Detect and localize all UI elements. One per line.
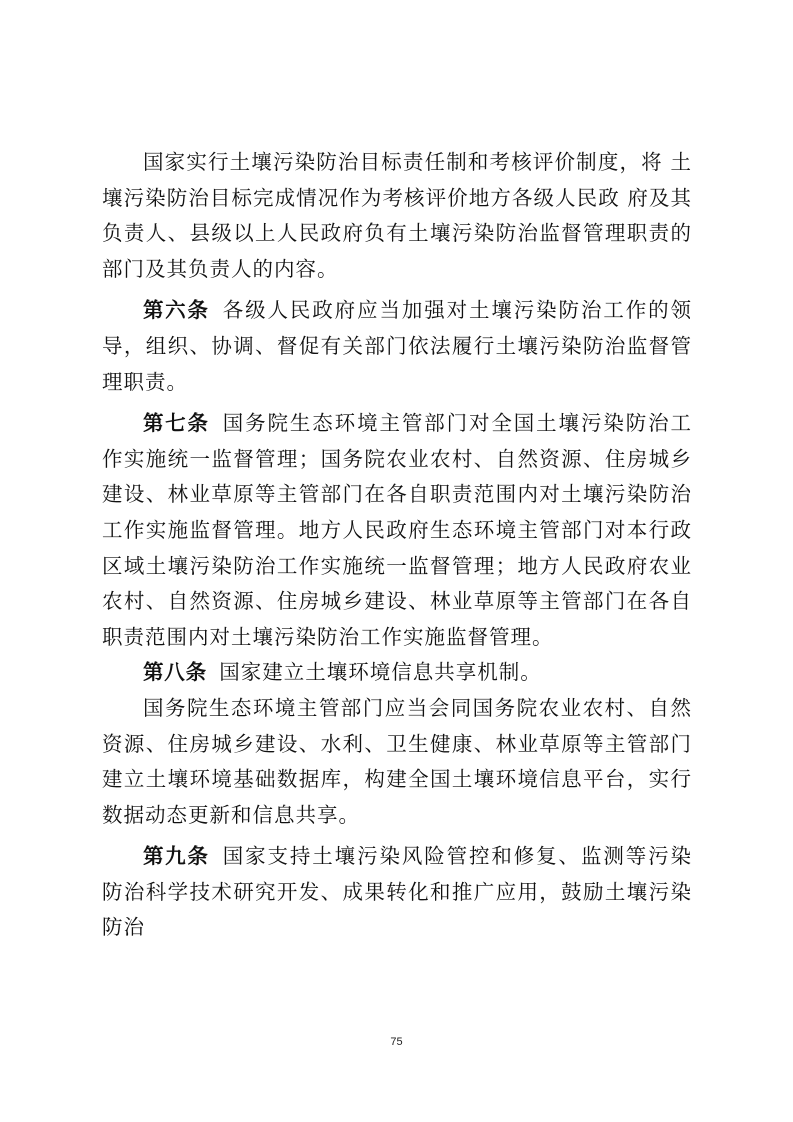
paragraph-article-8: [102, 655, 692, 691]
page-number: 75: [390, 1036, 403, 1048]
article-heading: 第七条: [143, 411, 210, 436]
paragraph-text: 各级人民政府应当加强对土壤污染防治工作的领导，组织、协调、督促有关部门依法履行土壤污染防治监督管理职责。: [102, 298, 692, 394]
article-heading: 第八条: [143, 660, 207, 685]
document-body: [102, 145, 692, 946]
paragraph-article-7: [102, 406, 692, 655]
paragraph-text: 国家支持土壤污染风险管控和修复、监测等污染防治科学技术研究开发、成果转化和推广应用，鼓励土壤污染防治: [102, 844, 692, 940]
paragraph-text: 国家建立土壤环境信息共享机制。: [219, 660, 542, 685]
paragraph-article-9: [102, 839, 692, 946]
article-heading: 第九条: [143, 844, 210, 869]
paragraph-text: 国务院生态环境主管部门应当会同国务院农业农村、自然资源、住房城乡建设、水利、卫生健康、林业草原等主管部门建立土壤环境基础数据库，构建全国土壤环境信息平台，实行数据动态更新和信息共享。: [102, 695, 692, 827]
paragraph-text: 国务院生态环境主管部门对全国土壤污染防治工作实施统一监督管理；国务院农业农村、自然资源、住房城乡建设、林业草原等主管部门在各自职责范围内对土壤污染防治工作实施监督管理。地方人民政府生态环境主管部门对本行政区域土壤污染防治工作实施统一监督管理；地方人民政府农业农村、自然资源、住房城乡建设、林业草原等主管部门在各自职责范围内对土壤污染防治工作实施监督管理。: [102, 411, 692, 649]
paragraph-responsibility-system: [102, 145, 692, 287]
paragraph-article-6: [102, 293, 692, 400]
article-heading: 第六条: [143, 298, 210, 323]
paragraph-text: 国家实行土壤污染防治目标责任制和考核评价制度，将 土壤污染防治目标完成情况作为考核评价地方各级人民政 府及其负责人、县级以上人民政府负有土壤污染防治监督管理职责的部门及其负责人的内容。: [102, 150, 692, 281]
paragraph-data-sharing: [102, 691, 692, 833]
